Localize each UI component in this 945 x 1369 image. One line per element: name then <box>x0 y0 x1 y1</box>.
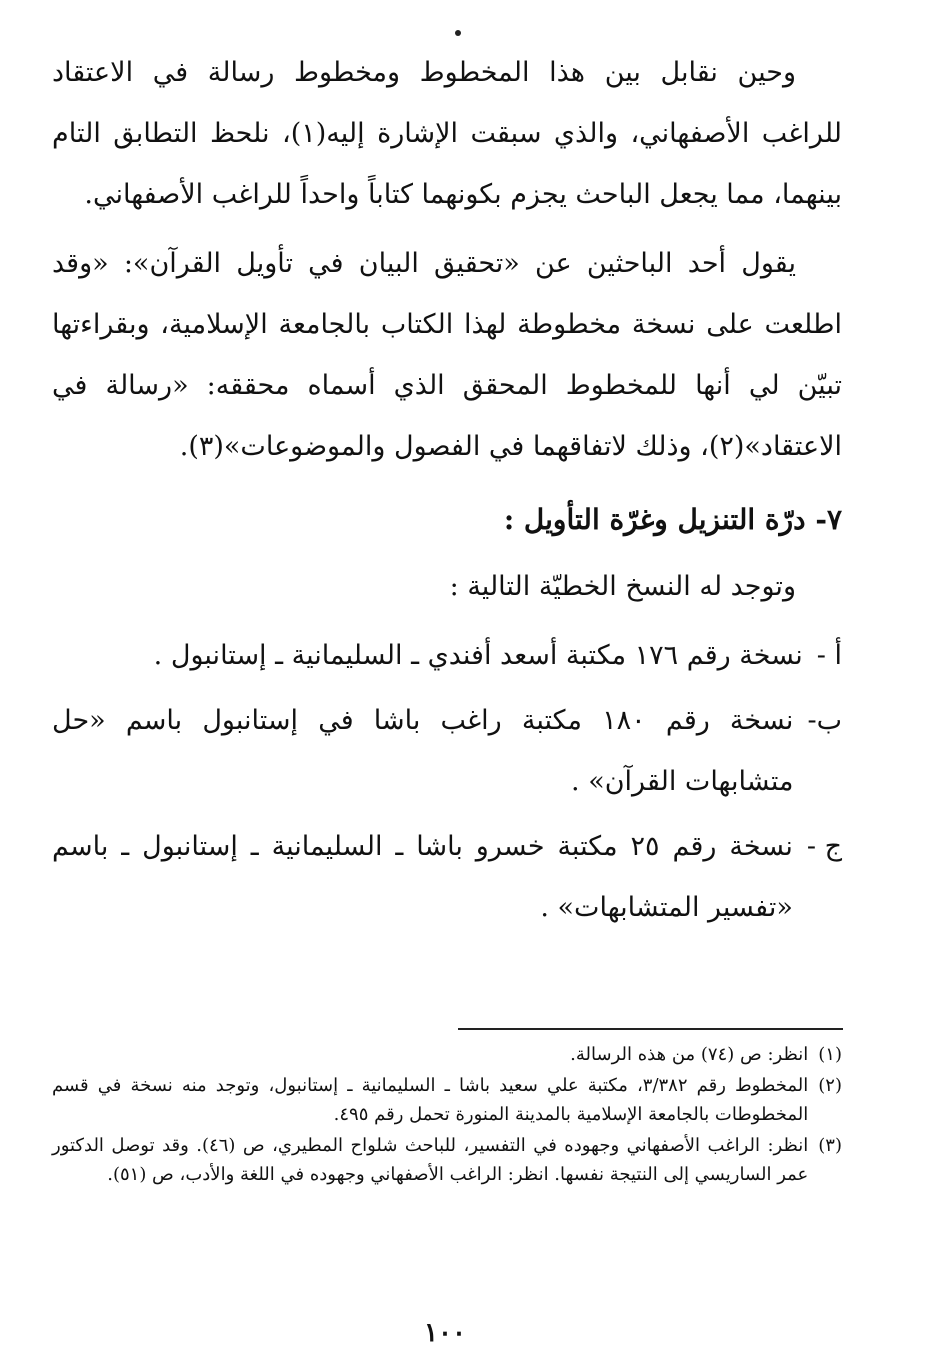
paragraph-quote: يقول أحد الباحثين عن «تحقيق البيان في تأويل القرآن»: «وقد اطلعت على نسخة مخطوطة لهذا الكتاب بالجامعة الإسلامية، وبقراءتها تبيّن لي أنها للمخطوط المحقق الذي أسماه محققه: «رسالة في الاعتقاد»(٢)، وذلك لاتفاقهما في الفصول والموضوعات»(٣). <box>52 248 842 462</box>
list-item-label: ج - <box>806 831 842 862</box>
list-item <box>52 625 842 686</box>
footnote <box>52 1071 842 1129</box>
footnote-number: (٢) <box>818 1075 842 1096</box>
main-text <box>52 42 842 942</box>
footnote-text: انظر: ص (٧٤) من هذه الرسالة. <box>570 1044 809 1065</box>
footnote-number: (١) <box>818 1044 842 1065</box>
list-item-label: ب- <box>807 705 842 736</box>
list-item <box>52 816 842 938</box>
list-item-text: نسخة رقم ١٧٦ مكتبة أسعد أفندي ـ السليمانية ـ إستانبول . <box>153 640 803 671</box>
copies-intro: وتوجد له النسخ الخطيّة التالية : <box>449 571 796 602</box>
footnotes <box>52 1040 842 1191</box>
footnote-text: المخطوط رقم ٣/٣٨٢، مكتبة علي سعيد باشا ـ السليمانية ـ إستانبول، وتوجد منه نسخة في قسم المخطوطات بالجامعة الإسلامية بالمدينة المنورة تحمل رقم ٤٩٥. <box>52 1075 809 1125</box>
section-heading: ٧- درّة التنزيل وغرّة التأويل : <box>503 503 842 536</box>
footnote-divider <box>458 1028 843 1030</box>
list-item-text: نسخة رقم ٢٥ مكتبة خسرو باشا ـ السليمانية ـ إستانبول ـ باسم «تفسير المتشابهات» . <box>52 831 793 923</box>
manuscript-copies-list <box>52 625 842 938</box>
ink-mark <box>455 30 461 36</box>
footnote-number: (٣) <box>818 1135 842 1156</box>
page-number: ١٠٠ <box>424 1318 466 1348</box>
paragraph-comparison: وحين نقابل بين هذا المخطوط ومخطوط رسالة في الاعتقاد للراغب الأصفهاني، والذي سبقت الإشارة إليه(١)، نلحظ التطابق التام بينهما، مما يجعل الباحث يجزم بكونهما كتاباً واحداً للراغب الأصفهاني. <box>52 57 842 210</box>
list-item-text: نسخة رقم ١٨٠ مكتبة راغب باشا في إستانبول باسم «حل متشابهات القرآن» . <box>52 705 794 797</box>
list-item <box>52 690 842 812</box>
footnote-text: انظر: الراغب الأصفهاني وجهوده في التفسير، للباحث شلواح المطيري، ص (٤٦). وقد توصل الدكتور عمر الساريسي إلى النتيجة نفسها. انظر: الراغب الأصفهاني وجهوده في اللغة والأدب، ص (٥١). <box>52 1135 809 1185</box>
footnote <box>52 1131 842 1189</box>
footnote <box>52 1040 842 1069</box>
list-item-label: أ - <box>816 640 842 671</box>
